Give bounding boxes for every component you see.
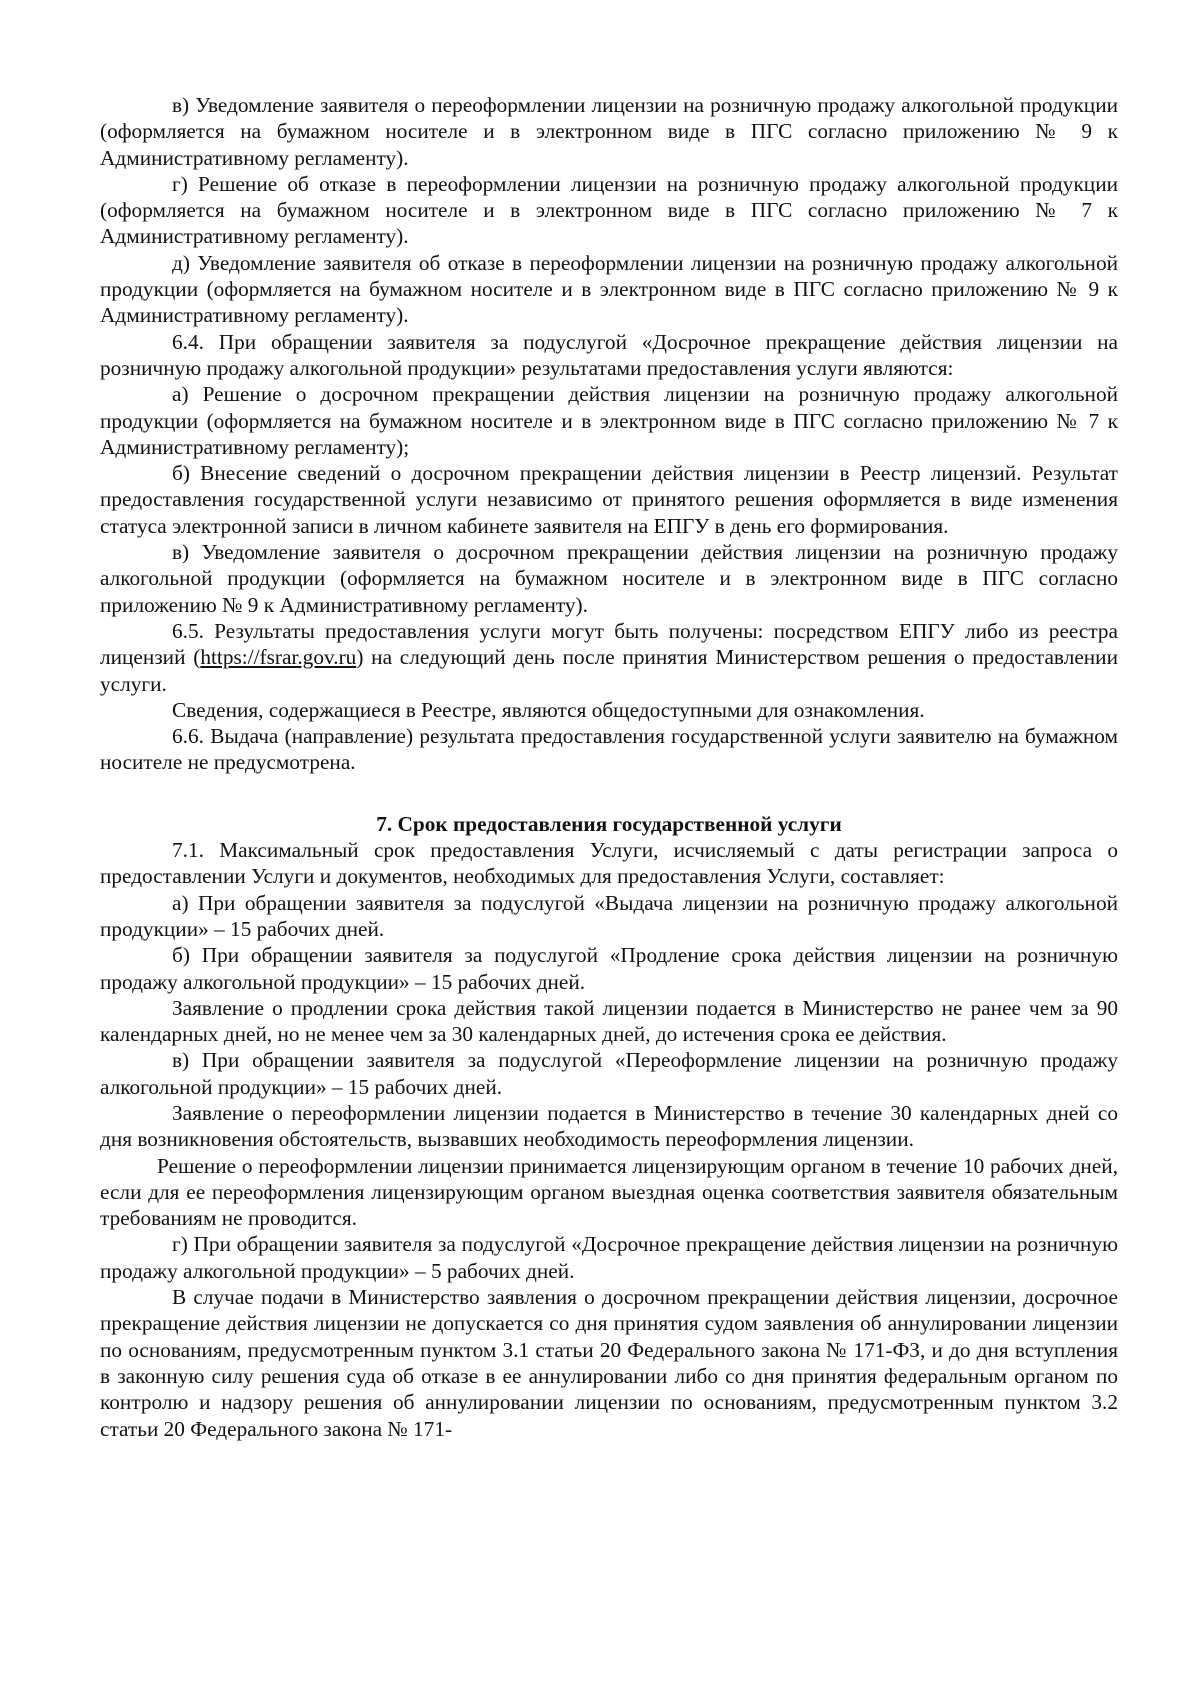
paragraph-extension-filing: Заявление о продлении срока действия такой лицензии подается в Министерство не ранее чем за 90 календарных дней, но не менее чем за 30 календарных дней, до истечения срока ее действия. [100, 995, 1118, 1047]
paragraph-6-4-b: б) Внесение сведений о досрочном прекращении действия лицензии в Реестр лицензий. Результат предоставления государственной услуги независимо от принятого решения оформляется в виде изменения статуса электронной записи в личном кабинете заявителя на ЕПГУ в день его формирования. [100, 461, 1118, 538]
paragraph-early-termination: В случае подачи в Министерство заявления о досрочном прекращении действия лицензии, досрочное прекращение действия лицензии не допускается со дня принятия судом заявления об аннулировании лицензии по основаниям, предусмотренным пунктом 3.1 статьи 20 Федерального закона № 171-ФЗ, и до дня вступления в законную силу решения суда об отказе в ее аннулировании либо со дня принятия федеральным органом по контролю и надзору решения об аннулировании лицензии по основаниям, предусмотренным пунктом 3.2 статьи 20 Федерального закона № 171- [100, 1285, 1118, 1441]
registry-link[interactable]: https://fsrar.gov.ru [200, 645, 357, 670]
paragraph-6-4: 6.4. При обращении заявителя за подуслугой «Досрочное прекращение действия лицензии на розничную продажу алкогольной продукции» результатами предоставления услуги являются: [100, 329, 1118, 380]
document-page [100, 92, 1118, 1442]
paragraph-6-5 [100, 618, 1118, 697]
paragraph-7-1: 7.1. Максимальный срок предоставления Услуги, исчисляемый с даты регистрации запроса о предоставлении Услуги и документов, необходимых для предоставления Услуги, составляет: [100, 838, 1118, 889]
paragraph-6-5-text-end: ) на следующий день после принятия Министерством решения о предоставлении услуги. [100, 645, 1118, 696]
paragraph-6-5-text-start: 6.5. Результаты предоставления услуги могут быть получены: посредством ЕПГУ либо из реестра лицензий ( [100, 618, 1118, 670]
paragraph-6-3-d: д) Уведомление заявителя об отказе в переоформлении лицензии на розничную продажу алкогольной продукции (оформляется на бумажном носителе и в электронном виде в ПГС согласно приложению № 9 к Административному регламенту). [100, 250, 1118, 328]
paragraph-7-1-b: б) При обращении заявителя за подуслугой «Продление срока действия лицензии на розничную продажу алкогольной продукции» – 15 рабочих дней. [100, 943, 1118, 994]
paragraph-reissue-decision: Решение о переоформлении лицензии принимается лицензирующим органом в течение 10 рабочих дней, если для ее переоформления лицензирующим органом выездная оценка соответствия заявителя обязательным требованиям не проводится. [100, 1153, 1118, 1231]
paragraph-6-4-a: а) Решение о досрочном прекращении действия лицензии на розничную продажу алкогольной продукции (оформляется на бумажном носителе и в электронном виде в ПГС согласно приложению № 7 к Административному регламенту); [100, 382, 1118, 459]
paragraph-6-3-g: г) Решение об отказе в переоформлении лицензии на розничную продажу алкогольной продукции (оформляется на бумажном носителе и в электронном виде в ПГС согласно приложению № 7 к Административному регламенту). [100, 171, 1118, 249]
paragraph-6-4-v: в) Уведомление заявителя о досрочном прекращении действия лицензии на розничную продажу алкогольной продукции (оформляется на бумажном носителе и в электронном виде в ПГС согласно приложению № 9 к Административному регламенту). [100, 540, 1118, 617]
section-7-heading: 7. Срок предоставления государственной услуги [376, 811, 842, 836]
paragraph-reissue-filing: Заявление о переоформлении лицензии подается в Министерство в течение 30 календарных дней со дня возникновения обстоятельств, вызвавших необходимость переоформления лицензии. [100, 1100, 1118, 1152]
paragraph-6-3-v: в) Уведомление заявителя о переоформлении лицензии на розничную продажу алкогольной продукции (оформляется на бумажном носителе и в электронном виде в ПГС согласно приложению № 9 к Административному регламенту). [100, 93, 1118, 170]
paragraph-registry-public: Сведения, содержащиеся в Реестре, являются общедоступными для ознакомления. [172, 697, 925, 722]
paragraph-7-1-v: в) При обращении заявителя за подуслугой «Переоформление лицензии на розничную продажу алкогольной продукции» – 15 рабочих дней. [100, 1048, 1118, 1099]
paragraph-6-6: 6.6. Выдача (направление) результата предоставления государственной услуги заявителю на бумажном носителе не предусмотрена. [100, 724, 1118, 775]
paragraph-7-1-g: г) При обращении заявителя за подуслугой «Досрочное прекращение действия лицензии на розничную продажу алкогольной продукции» – 5 рабочих дней. [100, 1232, 1118, 1283]
paragraph-7-1-a: а) При обращении заявителя за подуслугой «Выдача лицензии на розничную продажу алкогольной продукции» – 15 рабочих дней. [100, 890, 1118, 941]
